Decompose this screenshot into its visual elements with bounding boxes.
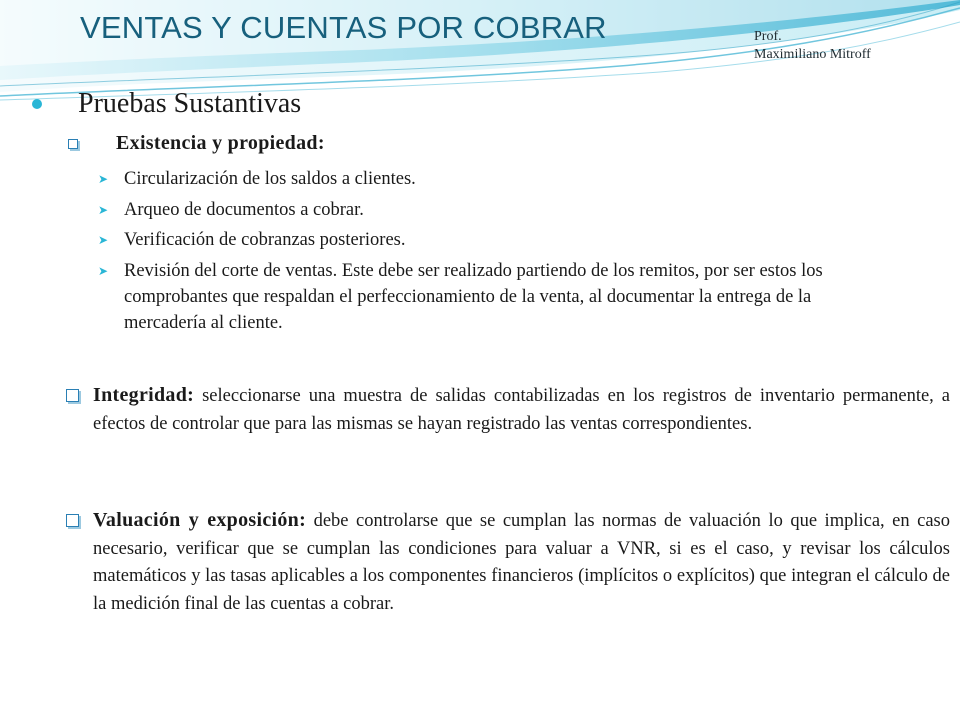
section-valuacion <box>66 507 950 618</box>
list-item <box>98 258 848 336</box>
section-integridad-label: Integridad: <box>93 384 195 406</box>
existencia-list <box>98 166 848 340</box>
list-item <box>98 166 848 192</box>
list-item <box>98 227 848 253</box>
section-valuacion-body: debe controlarse que se cumplan las normas de valuación lo que implica, en caso necesario, verificar que se cumplan las condiciones para valuar a VNR, si es el caso, y revisar los cálculos matemáticos y las tasas aplicables a los componentes financieros (implícitos o explícitos) que integran el cálculo de la medición final de las cuentas a cobrar. <box>93 511 950 614</box>
list-item <box>98 197 848 223</box>
arrow-bullet-icon: ➤ <box>98 172 109 186</box>
section-valuacion-label: Valuación y exposición: <box>93 509 307 531</box>
section-integridad-text <box>93 382 950 438</box>
main-heading <box>32 88 301 120</box>
round-bullet-icon <box>32 99 42 109</box>
author-credit <box>754 28 871 64</box>
heading-text: Pruebas Sustantivas <box>78 88 302 119</box>
list-item-text: Arqueo de documentos a cobrar. <box>124 199 364 220</box>
author-line-2: Maximiliano Mitroff <box>754 47 871 62</box>
list-item-text: Revisión del corte de ventas. Este debe ser realizado partiendo de los remitos, por ser estos los comprobantes que respaldan el perfeccionamiento de la venta, al documentar la entrega de la mercadería al cliente. <box>124 260 823 333</box>
arrow-bullet-icon: ➤ <box>98 233 109 247</box>
section-integridad-body: seleccionarse una muestra de salidas contabilizadas en los registros de inventario permanente, a efectos de controlar que para las mismas se hayan registrado las ventas correspondientes. <box>93 386 951 434</box>
arrow-bullet-icon: ➤ <box>98 202 109 217</box>
author-line-1: Prof. <box>754 29 782 44</box>
square-bullet-icon <box>68 139 78 149</box>
arrow-bullet-icon: ➤ <box>98 263 109 278</box>
list-item-text: Verificación de cobranzas posteriores. <box>124 230 406 250</box>
section-existencia-heading <box>68 132 325 155</box>
square-bullet-icon <box>66 514 79 527</box>
section-integridad <box>66 382 950 438</box>
section-existencia-label: Existencia y propiedad: <box>116 132 325 154</box>
list-item-text: Circularización de los saldos a clientes. <box>124 169 416 189</box>
square-bullet-icon <box>66 389 79 402</box>
section-valuacion-text <box>93 507 950 618</box>
slide-title: VENTAS Y CUENTAS POR COBRAR <box>80 10 607 45</box>
